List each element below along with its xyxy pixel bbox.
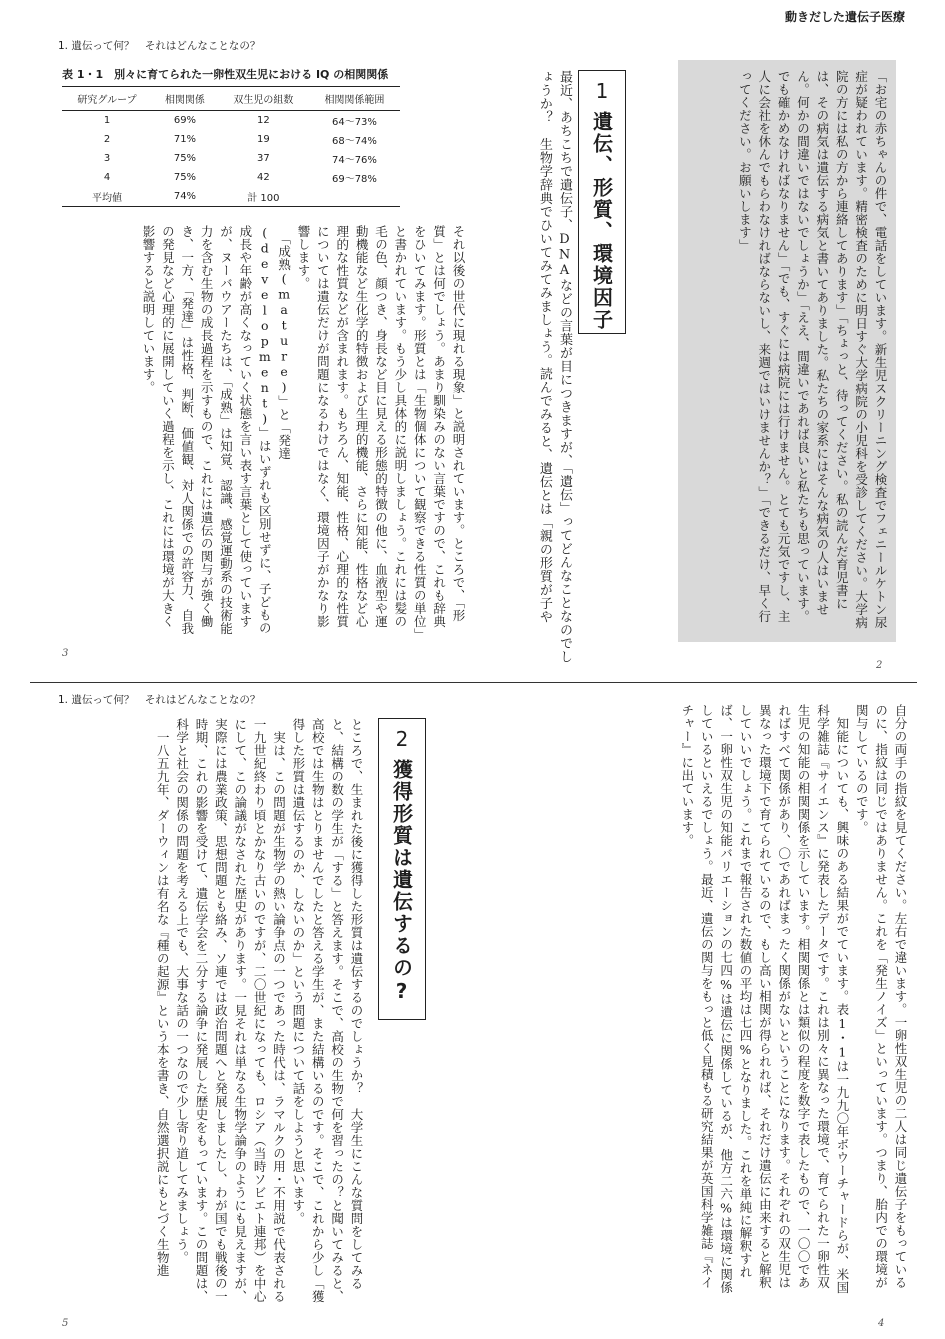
table-cell: 74%	[152, 187, 218, 207]
chapter-header-top: 1. 遺伝って何？ それはどんなことなの？	[58, 40, 261, 52]
table-header-cell: 研究グループ	[62, 87, 152, 111]
table-cell: 3	[103, 153, 111, 164]
page-number-4: 4	[878, 1318, 885, 1329]
table-row	[62, 168, 400, 187]
table-cell: 12	[256, 115, 270, 126]
table-cell: 2	[103, 134, 111, 145]
table-cell: 69%	[173, 115, 197, 126]
page-5-body-text: ところで、生まれた後に獲得した形質は遺伝するのでしょうか？ 大学生にこんな質問をしてみると、結構の数の学生が「する」と答えます。そこで、高校の生物で何を習ったの？と聞いてみると、高校では生物はとりませんでしたと答える学生が、また結構いるのです。そこで、これから少し「獲得した形質は遺伝するのか、しないのか」という問題について話をしようと思います。 実は、この問題が生物学の熱い論争点の一つであった時代は、ラマルクの用・不用説で代表される一九世紀終わり頃とかなり古いのですが、二〇世紀になっても、ロシア（当時ソビエト連邦）を中心にして、この論議がなされた歴史があります。一見それは単なる生物学論争のようにも見えますが、実際には農業政策、思想問題とも絡み、ソ連では政治問題へと発展しましたし、わが国でも戦後の一時期、これの影響を受けて、遺伝学会を二分する論争に発展した歴史をもっています。この問題は、科学と社会の関係の問題を考える上でも、大事な話の一つなので少し寄り道してみましょう。 一八五九年、ダーウィンは有名な『種の起源』という本を書き、自然選択説にもとづく生物進	[155, 718, 364, 1303]
table-cell: 71%	[173, 134, 197, 145]
page-4-body-text: 自分の両手の指紋を見てください。左右で違います。一卵性双生児の二人は同じ遺伝子をもっているのに、指紋は同じではありません。これを「発生ノイズ」といっています。つまり、胎内での環境が関与しているのです。 知能についても、興味のある結果がでています。表1・1は一九九〇年ボウーチャードらが、米国科学雑誌『サイエンス』に発表したデータです。これは別々に異なった環境で、育てられた一卵性双生児の知能の相関関係を示しています。相関関係とは類似の程度を数字で表したもので、一〇〇であればすべて関係があり、〇であればまったく関係がないということになります。それぞれの双生児は異なった環境下で育てられているので、もし高い相関が得られれば、それだけ遺伝に由来すると解釈していいでしょう。これまで報告された数値の平均は七四%となりました。これを単純に解釈すれば、一卵性双生児の知能バリエーションの七四%は遺伝に関係しているが、他方二六%は環境に関係しているといえるでしょう。最近、遺伝の関与をもっと低く見積もる研究結果が英国科学雑誌『ネイチャー』に出ています。	[679, 704, 908, 1294]
table-cell: 37	[256, 153, 270, 164]
section-1-number: 1	[595, 79, 609, 103]
table-row	[62, 111, 400, 131]
section-1-heading	[578, 70, 626, 334]
section-1-title: 遺伝、形質、環境因子	[589, 111, 614, 331]
section-2-heading	[378, 718, 426, 1020]
table-cell: 75%	[173, 172, 197, 183]
section-2-number: 2	[395, 727, 409, 751]
table-caption: 表 1・1 別々に育てられた一卵性双生児における IQ の相関関係	[62, 68, 389, 81]
page-number-5: 5	[62, 1318, 69, 1329]
table-header-cell: 双生児の組数	[218, 87, 309, 111]
table-cell: 4	[103, 172, 111, 183]
table-header-row	[62, 87, 400, 111]
table-row-average	[62, 187, 400, 207]
table-cell: 19	[256, 134, 270, 145]
page-3-intro-text: 最近、あちこちで遺伝子、DNAなどの言葉が目につきますが、「遺伝」ってどんなことなのでしょうか？ 生物学辞典でひいてみてみましょう。読んでみると、遺伝とは「親の形質が子や	[536, 70, 572, 664]
table-cell: 平均値	[62, 187, 152, 207]
running-header: 動きだした遺伝子医療	[784, 10, 905, 24]
table-header-cell: 相関関係	[152, 87, 218, 111]
table-cell: 74〜76%	[331, 155, 377, 166]
table-row	[62, 149, 400, 168]
page-divider	[30, 682, 917, 683]
table-cell: 計 100	[218, 187, 309, 207]
table-row	[62, 130, 400, 149]
iq-correlation-table	[62, 86, 400, 207]
section-2-title: 獲得形質は遺伝するの?	[389, 759, 414, 1005]
page-3-body-text: それ以後の世代に現れる現象」と説明されています。ところで、「形質」とは何でしょう。あまり馴染みのない言葉ですので、これも辞典をひいてみます。形質とは「生物個体について観察できる性質の単位」と書かれています。もう少し具体的に説明しましょう。これには髪の毛の色、顔つき、身長など目に見える形態的特徴の他に、血液型や運動機能など生化学的特徴および生理的機能、さらに知能、性格など心理的な性質などが含まれます。もちろん、知能、性格、心理的な性質については遺伝だけが問題になるわけではなく、環境因子がかなり影響します。 「成熟(mature)」と「発達(development)」はいずれも区別せずに、子どもの成長や年齢が高くなっていく状態を言い表す言葉として使っていますが、ヌーバウアーたちは、「成熟」は知覚、認識、感覚運動系の技術能力を含む生物の成長過程を示すもので、これには遺伝の関与が強く働き、一方、「発達」は性格、判断、価値観、対人関係での許容力、自我の発見など心理的に展開していく過程を示し、これには環境が大きく影響すると説明しています。	[141, 225, 466, 635]
page-number-3: 3	[62, 648, 69, 659]
chapter-header-bottom: 1. 遺伝って何？ それはどんなことなの？	[58, 694, 261, 706]
phone-dialogue-box	[678, 60, 896, 642]
table-cell: 64〜73%	[331, 117, 377, 128]
table-cell: 68〜74%	[331, 136, 377, 147]
page-number-2: 2	[876, 660, 883, 671]
table-cell: 42	[256, 172, 270, 183]
phone-dialogue-text: 「お宅の赤ちゃんの件で、電話をしています。新生児スクリーニング検査でフェニールケトン尿症が疑われています。精密検査のために明日すぐ大学病院の小児科を受診してください。大学病院の方には私の方から連絡してあります」「ちょっと、待ってください。私の読んだ育児書には、その病気は遺伝する病気と書いてありました。私たちの家系にはそんな病気の人はいません。何かの間違いではないでしょうか」「ええ、間違いであれば良いと私たちも思っています。でも確かめなければなりません」「でも、すぐには病院には行けません。とても元気ですし、主人に会社を休んでもらわなければならないし、来週ではいけませんか？」「できるだけ、早く行ってください。お願いします」	[737, 70, 888, 629]
table-cell: 1	[103, 115, 111, 126]
table-cell: 75%	[173, 153, 197, 164]
table-cell: 69〜78%	[331, 174, 377, 185]
table-cell	[309, 187, 400, 207]
table-header-cell: 相関関係範囲	[309, 87, 400, 111]
